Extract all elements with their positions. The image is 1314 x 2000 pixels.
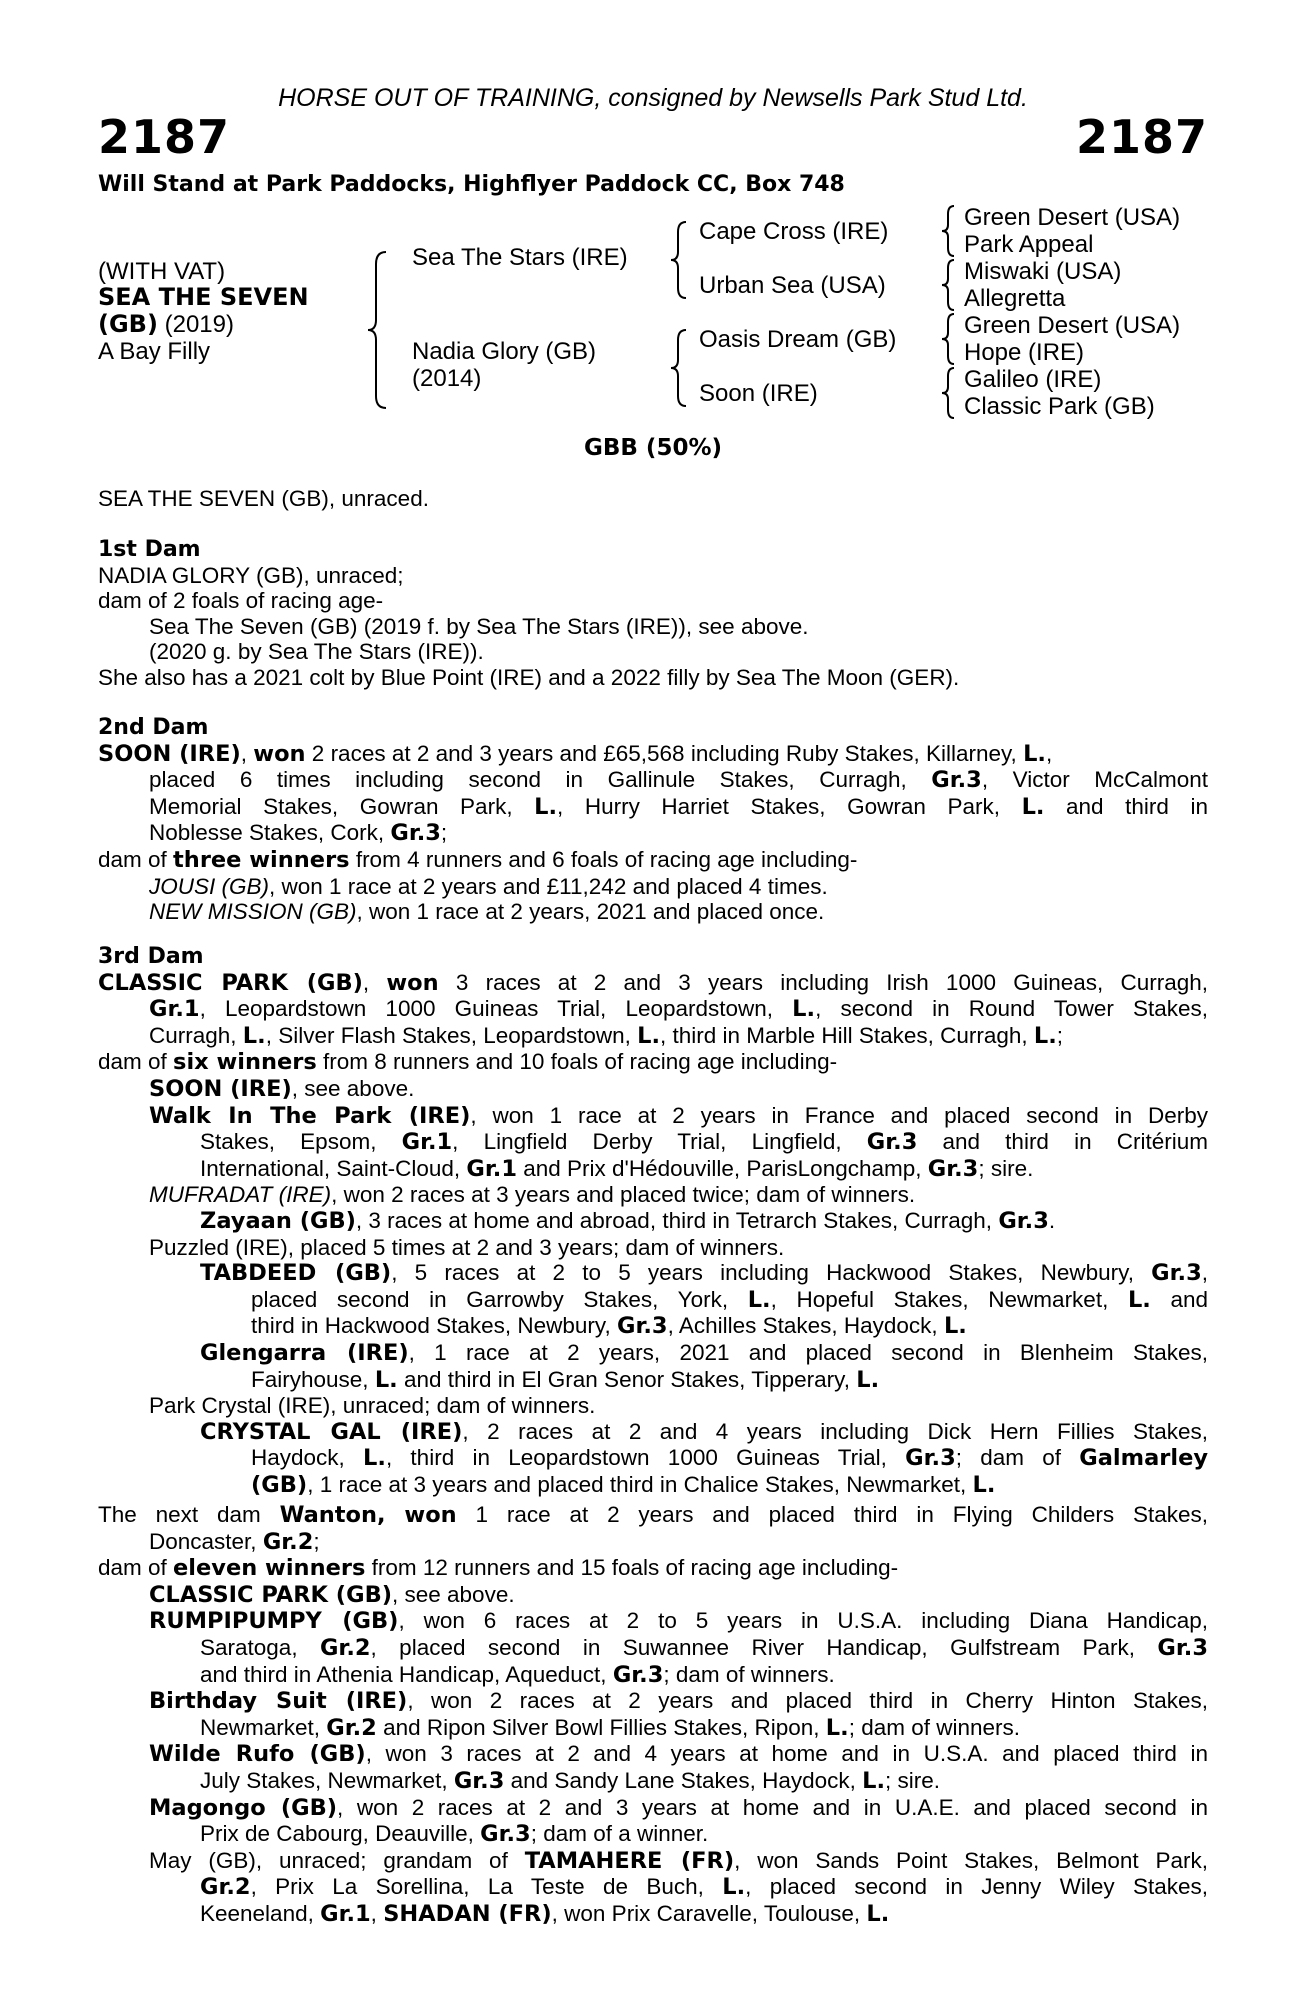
grandparent-6: Hope (IRE) — [964, 339, 1085, 366]
horse-name-bold: (GB) — [251, 1471, 308, 1498]
text: , 2 races at 2 and 4 years including Dick Hern Fillies Stakes, — [462, 1418, 1208, 1444]
listed-mark: L. — [534, 793, 558, 820]
text: from 12 runners and 15 foals of racing age including- — [365, 1555, 899, 1581]
winners-bold: three winners — [173, 846, 350, 873]
first-dam-line: Sea The Seven (GB) (2019 f. by Sea The Stars (IRE)), see above. — [149, 613, 809, 639]
third-dam-line — [98, 1076, 1208, 1103]
text: ; dam of a winner. — [530, 1821, 709, 1847]
text: and Sandy Lane Stakes, Haydock, — [504, 1767, 863, 1793]
group-mark: Gr.2 — [200, 1874, 251, 1901]
lot-number-left: 2187 — [98, 110, 231, 164]
text: May (GB), unraced; grandam of — [149, 1847, 525, 1873]
horse-name-bold: TABDEED (GB) — [200, 1260, 392, 1287]
text: , placed second in Suwannee River Handicap, Gulfstream Park, — [370, 1634, 1158, 1660]
third-dam-line — [98, 1103, 1208, 1130]
dam: Nadia Glory (GB) — [412, 338, 597, 365]
text: 1 race at 2 years and placed third in Flying Childers Stakes, — [456, 1502, 1208, 1527]
text: , won Sands Point Stakes, Belmont Park, — [734, 1847, 1208, 1873]
text: and third in El Gran Senor Stakes, Tipperary, — [397, 1366, 857, 1392]
horse-name-bold: Walk In The Park (IRE) — [149, 1102, 471, 1129]
g-brace-4 — [938, 366, 958, 420]
vat-label: (WITH VAT) — [98, 258, 226, 285]
horse-name-bold: CLASSIC PARK (GB) — [149, 1581, 392, 1608]
text: , won 1 race at 2 years, 2021 and placed once. — [356, 899, 825, 925]
next-dam-line: Doncaster, Gr.2; — [149, 1528, 320, 1555]
next-dam-line — [98, 1688, 1208, 1715]
listed-mark: L. — [374, 1366, 398, 1393]
horse-name-bold: Wilde Rufo (GB) — [149, 1741, 366, 1768]
text: , Hopeful Stakes, Newmarket, — [770, 1286, 1128, 1312]
text: International, Saint-Cloud, — [200, 1155, 467, 1181]
third-dam-line — [98, 1156, 1208, 1183]
text: ; dam of — [955, 1445, 1080, 1471]
text: Curragh, — [149, 1022, 243, 1048]
third-dam-line — [98, 1367, 1208, 1394]
third-dam-line — [98, 1287, 1208, 1314]
horse-country: (GB) — [98, 310, 158, 338]
horse-name-bold: Wanton, — [279, 1502, 386, 1528]
text: and Prix d'Hédouville, ParisLongchamp, — [516, 1155, 928, 1181]
next-dam-line: Keeneland, Gr.1, SHADAN (FR), won Prix Caravelle, Toulouse, L. — [200, 1900, 890, 1927]
text: 3 races at 2 and 3 years including Irish 1000 Guineas, Curragh, — [438, 969, 1208, 995]
text: , see above. — [392, 1581, 515, 1607]
text: third in Hackwood Stakes, Newbury, — [251, 1313, 617, 1339]
group-mark: Gr.1 — [466, 1155, 517, 1182]
text: ; sire. — [978, 1155, 1034, 1181]
third-dam-section — [98, 944, 1208, 1498]
horse-name-bold: Galmarley — [1079, 1445, 1208, 1472]
second-dam-line — [98, 767, 1208, 794]
next-dam-line — [98, 1768, 1208, 1795]
third-dam-line: TABDEED (GB), 5 races at 2 to 5 years including Hackwood Stakes, Newbury, Gr.3, — [200, 1260, 1208, 1287]
text: , Leopardstown 1000 Guineas Trial, Leopardstown, — [199, 996, 793, 1022]
text: , 5 races at 2 to 5 years including Hackwood Stakes, Newbury, — [391, 1260, 1152, 1286]
text: Haydock, — [251, 1445, 364, 1471]
text: dam of — [98, 846, 174, 872]
second-dam-line — [98, 874, 1208, 900]
horse-name-bold: SOON (IRE) — [98, 740, 241, 767]
text: ; sire. — [885, 1767, 941, 1793]
text: , won 2 races at 2 years and placed third in Cherry Hinton Stakes, — [407, 1688, 1208, 1714]
horse-name: SEA THE SEVEN — [98, 283, 309, 311]
consignment-header: HORSE OUT OF TRAINING, consigned by Newsells Park Stud Ltd. — [278, 84, 1028, 112]
third-dam-line: Curragh, L., Silver Flash Stakes, Leopardstown, L., third in Marble Hill Stakes, Curragh, L.; — [149, 1022, 1064, 1049]
horse-description: A Bay Filly — [98, 338, 211, 365]
horse-name-italic: MUFRADAT (IRE) — [149, 1182, 332, 1208]
gbb-rating: GBB (50%) — [583, 435, 723, 461]
group-mark: Gr.1 — [320, 1900, 371, 1927]
text: , Prix La Sorellina, La Teste de Buch, — [250, 1874, 723, 1900]
sire-sire: Cape Cross (IRE) — [699, 218, 889, 245]
text: , placed second in Jenny Wiley Stakes, — [745, 1874, 1208, 1900]
text: Noblesse Stakes, Cork, — [149, 820, 391, 846]
group-mark: Gr.3 — [998, 1207, 1049, 1234]
text: placed second in Garrowby Stakes, York, — [251, 1286, 748, 1312]
grandparent-8: Classic Park (GB) — [964, 393, 1155, 420]
horse-name-bold: SHADAN (FR) — [383, 1900, 552, 1927]
group-mark: Gr.3 — [927, 1155, 979, 1182]
group-mark: Gr.3 — [480, 1821, 531, 1848]
group-mark: Gr.3 — [866, 1129, 918, 1156]
next-dam-line — [98, 1848, 1208, 1875]
second-dam-line — [98, 847, 1208, 874]
first-dam-section — [98, 537, 1208, 691]
first-dam-line: (2020 g. by Sea The Stars (IRE)). — [149, 639, 484, 665]
third-dam-line — [98, 996, 1208, 1023]
third-dam-line — [98, 1182, 1208, 1208]
grandparent-1: Green Desert (USA) — [964, 204, 1181, 231]
next-dam-line — [98, 1821, 1208, 1848]
third-dam-line — [98, 1049, 1208, 1076]
horse-name-bold: CRYSTAL GAL (IRE) — [200, 1418, 463, 1445]
next-dam-line — [98, 1662, 1208, 1689]
text: and Ripon Silver Bowl Fillies Stakes, Ripon, — [376, 1714, 826, 1740]
text: Memorial Stakes, Gowran Park, — [149, 793, 535, 819]
winners-bold: six winners — [173, 1049, 317, 1076]
sire: Sea The Stars (IRE) — [412, 244, 628, 271]
first-dam-line: NADIA GLORY (GB), unraced; — [98, 562, 404, 588]
second-dam-title: 2nd Dam — [98, 715, 209, 740]
third-dam-line — [98, 1445, 1208, 1472]
text: placed 6 times including second in Gallinule Stakes, Curragh, — [149, 767, 932, 793]
horse-name-line2 — [98, 311, 234, 338]
horse-name-italic: JOUSI (GB) — [149, 873, 270, 899]
text: Newmarket, — [200, 1714, 327, 1740]
grandparent-4: Allegretta — [964, 285, 1066, 312]
listed-mark: L. — [747, 1286, 771, 1313]
listed-mark: L. — [943, 1313, 967, 1340]
next-dam-line — [98, 1874, 1208, 1901]
third-dam-line: CLASSIC PARK (GB), won 3 races at 2 and 3 years including Irish 1000 Guineas, Curragh, — [98, 969, 1208, 996]
text: 2 races at 2 and 3 years and £65,568 including Ruby Stakes, Killarney, — [305, 740, 1024, 766]
horse-name-bold: Magongo (GB) — [149, 1794, 338, 1821]
group-mark: Gr.3 — [617, 1313, 668, 1340]
listed-mark: L. — [363, 1445, 386, 1472]
text: , won 6 races at 2 to 5 years in U.S.A. including Diana Handicap, — [398, 1608, 1208, 1634]
text: Doncaster, — [149, 1528, 263, 1554]
horse-name-bold: RUMPIPUMPY (GB) — [149, 1608, 399, 1635]
main-brace — [366, 250, 392, 410]
text: The next dam — [98, 1502, 280, 1527]
horse-name-bold: Birthday Suit (IRE) — [149, 1688, 408, 1715]
intro-line: SEA THE SEVEN (GB), unraced. — [98, 486, 429, 511]
text: Keeneland, — [200, 1900, 321, 1926]
dam-brace — [668, 328, 690, 408]
group-mark: Gr.2 — [262, 1528, 314, 1555]
horse-name-bold: CLASSIC PARK (GB) — [98, 969, 363, 996]
g-brace-1 — [938, 204, 958, 258]
group-mark: Gr.3 — [612, 1661, 664, 1688]
next-dam-line — [98, 1635, 1208, 1662]
grandparent-3: Miswaki (USA) — [964, 258, 1122, 285]
text: and third in Athenia Handicap, Aqueduct, — [200, 1661, 613, 1687]
second-dam-section — [98, 715, 1208, 925]
text: , won 2 races at 2 and 3 years at home and in U.A.E. and placed second in — [337, 1794, 1208, 1820]
group-mark: Gr.3 — [1157, 1634, 1208, 1661]
second-dam-line — [98, 794, 1208, 821]
second-dam-line: SOON (IRE), won 2 races at 2 and 3 years and £65,568 including Ruby Stakes, Killarney, L., — [98, 740, 1053, 767]
third-dam-line: Puzzled (IRE), placed 5 times at 2 and 3 years; dam of winners. — [149, 1234, 785, 1260]
sire-brace — [668, 220, 690, 300]
listed-mark: L. — [1033, 1022, 1057, 1049]
text: from 8 runners and 10 foals of racing age including- — [316, 1049, 838, 1075]
winners-bold: eleven winners — [173, 1555, 366, 1582]
won-bold: won — [404, 1502, 457, 1528]
second-dam-line: Noblesse Stakes, Cork, Gr.3; — [149, 820, 448, 847]
stand-location: Will Stand at Park Paddocks, Highflyer Paddock CC, Box 748 — [98, 172, 845, 197]
g-brace-2 — [938, 258, 958, 312]
text: , 1 race at 3 years and placed third in Chalice Stakes, Newmarket, — [307, 1471, 973, 1497]
first-dam-line: dam of 2 foals of racing age- — [98, 588, 384, 614]
text: and third in — [1044, 793, 1208, 819]
dam-dam: Soon (IRE) — [699, 380, 818, 407]
text: , Silver Flash Stakes, Leopardstown, — [265, 1022, 638, 1048]
listed-mark: L. — [1021, 793, 1045, 820]
text: , Achilles Stakes, Haydock, — [667, 1313, 944, 1339]
dam-sire: Oasis Dream (GB) — [699, 326, 897, 353]
next-dam-line — [98, 1715, 1208, 1742]
g-brace-3 — [938, 312, 958, 366]
group-mark: Gr.3 — [390, 820, 441, 847]
listed-mark: L. — [862, 1767, 886, 1794]
next-dam-line — [98, 1582, 1208, 1609]
text: , Lingfield Derby Trial, Lingfield, — [452, 1129, 867, 1155]
text: Saratoga, — [200, 1634, 320, 1660]
group-mark: Gr.1 — [149, 996, 200, 1023]
text: dam of — [98, 1555, 174, 1581]
third-dam-line — [98, 1419, 1208, 1446]
text: Stakes, Epsom, — [200, 1129, 402, 1155]
group-mark: Gr.3 — [1151, 1260, 1202, 1287]
next-dam-line — [98, 1502, 1208, 1529]
text: from 4 runners and 6 foals of racing age including- — [349, 846, 858, 872]
next-dam-line — [98, 1555, 1208, 1582]
text: Prix de Cabourg, Deauville, — [200, 1821, 481, 1847]
won-bold: won — [253, 740, 306, 767]
text: , Victor McCalmont — [981, 767, 1209, 793]
third-dam-line: Zayaan (GB), 3 races at home and abroad, third in Tetrarch Stakes, Curragh, Gr.3. — [200, 1207, 1056, 1234]
third-dam-title: 3rd Dam — [98, 944, 204, 969]
text: , second in Round Tower Stakes, — [815, 996, 1208, 1022]
next-dam-line — [98, 1741, 1208, 1768]
won-bold: won — [386, 969, 439, 996]
third-dam-line — [98, 1313, 1208, 1340]
text: Fairyhouse, — [251, 1366, 375, 1392]
first-dam-title: 1st Dam — [98, 537, 201, 562]
next-dam-line — [98, 1795, 1208, 1822]
listed-mark: L. — [1127, 1286, 1151, 1313]
text: , 3 races at home and abroad, third in Tetrarch Stakes, Curragh, — [355, 1207, 999, 1233]
listed-mark: L. — [722, 1874, 746, 1901]
group-mark: Gr.2 — [326, 1714, 377, 1741]
first-dam-line: She also has a 2021 colt by Blue Point (IRE) and a 2022 filly by Sea The Moon (GER). — [98, 664, 960, 690]
listed-mark: L. — [242, 1022, 266, 1049]
grandparent-5: Green Desert (USA) — [964, 312, 1181, 339]
text: , won 1 race at 2 years and £11,242 and placed 4 times. — [269, 873, 828, 899]
group-mark: Gr.3 — [905, 1445, 956, 1472]
horse-name-bold: Glengarra (IRE) — [200, 1339, 409, 1366]
listed-mark: L. — [637, 1022, 661, 1049]
text: dam of — [98, 1049, 174, 1075]
listed-mark: L. — [825, 1714, 849, 1741]
group-mark: Gr.3 — [931, 767, 982, 794]
text: July Stakes, Newmarket, — [200, 1767, 454, 1793]
third-dam-line: Park Crystal (IRE), unraced; dam of winners. — [149, 1393, 596, 1419]
listed-mark: L. — [792, 996, 816, 1023]
text: , third in Marble Hill Stakes, Curragh, — [660, 1022, 1034, 1048]
text: ; dam of winners. — [848, 1714, 1021, 1740]
listed-mark: L. — [1023, 740, 1046, 767]
text: and third in Critérium — [917, 1129, 1208, 1155]
text: , 1 race at 2 years, 2021 and placed second in Blenheim Stakes, — [408, 1339, 1209, 1365]
text: , third in Leopardstown 1000 Guineas Trial, — [385, 1445, 906, 1471]
text: , won 1 race at 2 years in France and placed second in Derby — [470, 1102, 1208, 1128]
text: , won 3 races at 2 and 4 years at home and in U.S.A. and placed third in — [365, 1741, 1208, 1767]
horse-name-bold: SOON (IRE) — [149, 1075, 292, 1102]
grandparent-7: Galileo (IRE) — [964, 366, 1102, 393]
next-dam-section — [98, 1502, 1208, 1928]
third-dam-line — [98, 1340, 1208, 1367]
horse-year: (2019) — [157, 311, 234, 338]
second-dam-line — [98, 899, 1208, 925]
horse-name-italic: NEW MISSION (GB) — [149, 899, 357, 925]
next-dam-line — [98, 1608, 1208, 1635]
listed-mark: L. — [856, 1366, 880, 1393]
group-mark: Gr.2 — [319, 1634, 371, 1661]
sire-dam: Urban Sea (USA) — [699, 272, 886, 299]
lot-number-right: 2187 — [1075, 110, 1208, 164]
intro-text — [98, 486, 1208, 512]
text: ; dam of winners. — [663, 1661, 835, 1687]
horse-name-bold: TAMAHERE (FR) — [524, 1847, 735, 1874]
text: , won 2 races at 3 years and placed twice; dam of winners. — [331, 1182, 916, 1208]
dam-year: (2014) — [412, 365, 482, 392]
third-dam-line — [98, 1472, 1208, 1499]
text: , won Prix Caravelle, Toulouse, — [551, 1900, 867, 1926]
grandparent-2: Park Appeal — [964, 231, 1094, 258]
text: , see above. — [291, 1075, 415, 1101]
group-mark: Gr.3 — [453, 1767, 505, 1794]
text: , Hurry Harriet Stakes, Gowran Park, — [557, 793, 1022, 819]
third-dam-line — [98, 1129, 1208, 1156]
text: and — [1150, 1286, 1209, 1312]
listed-mark: L. — [972, 1471, 996, 1498]
group-mark: Gr.1 — [401, 1129, 453, 1156]
listed-mark: L. — [866, 1900, 890, 1927]
horse-name-bold: Zayaan (GB) — [200, 1207, 356, 1234]
